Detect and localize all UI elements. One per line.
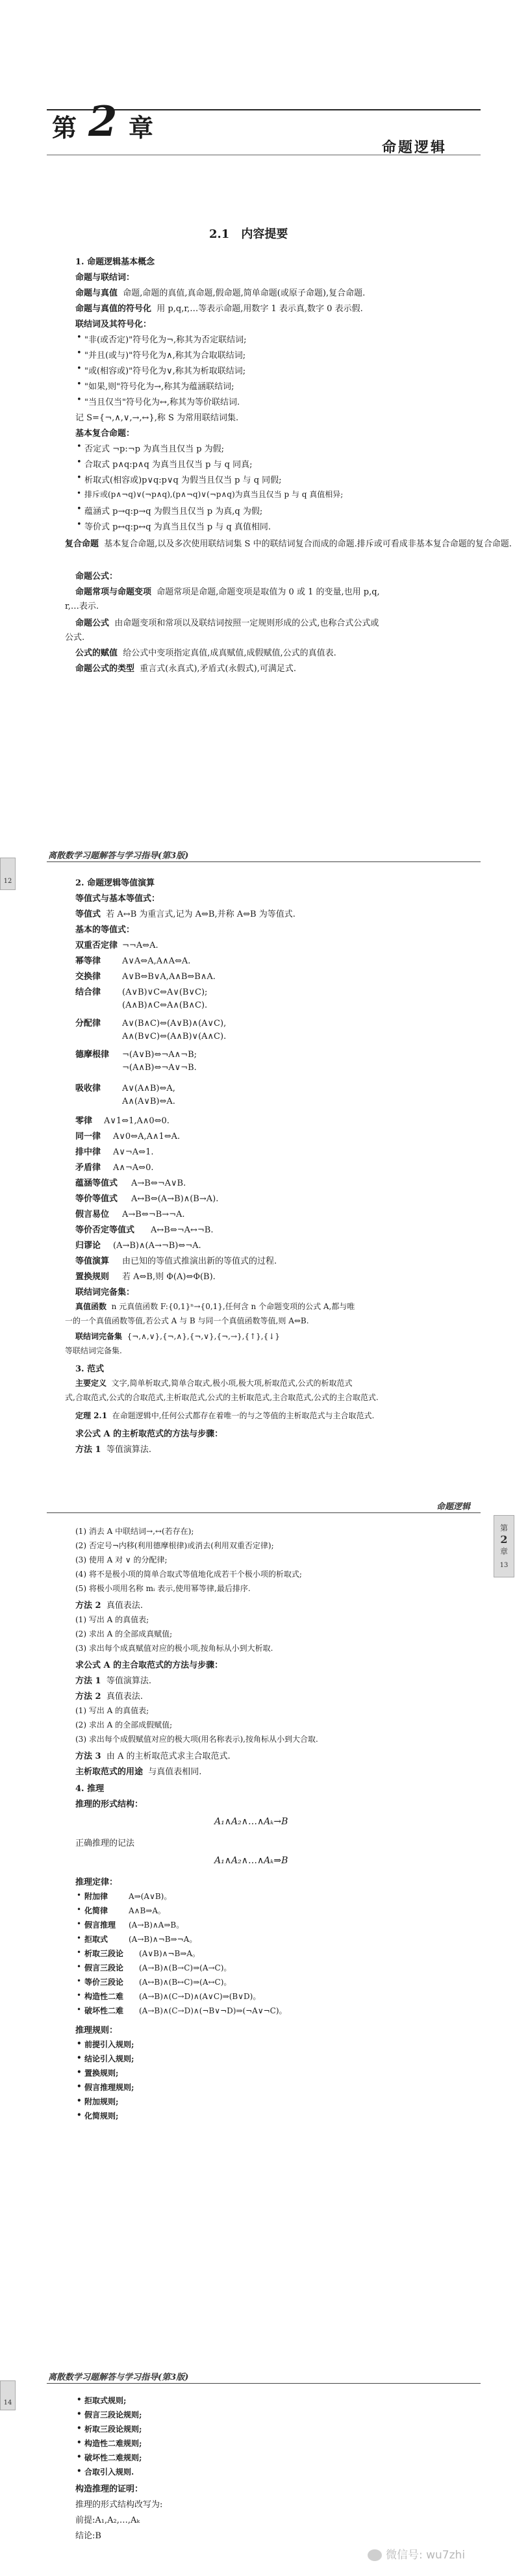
step: (3) 使用 A 对 ∨ 的分配律; — [75, 1555, 168, 1564]
paragraph: 正确推理的记法 — [75, 1839, 135, 1848]
bullet: • 否定式 ¬p:¬p 为真当且仅当 p 为假; — [84, 442, 224, 454]
law-formula: A∧(A∨B)⇔A. — [122, 1097, 175, 1106]
tab-label: 第 — [499, 1524, 508, 1533]
rule-row — [84, 1905, 166, 1916]
law-row — [75, 1176, 186, 1188]
rule-formula: (A→B)∧(C→D)∧(A∨C)⇒(B∨D)。 — [139, 1992, 261, 2001]
law-row — [75, 1207, 184, 1219]
law-row — [75, 954, 190, 966]
bullet: • 析取式(相容或)p∨q:p∨q 为假当且仅当 p 与 q 同假; — [84, 473, 282, 485]
subheading: 联结词完备集： — [75, 1288, 135, 1297]
chapter-label-right: 章 — [129, 113, 154, 142]
method — [75, 1598, 143, 1611]
rule-row — [84, 2005, 287, 2016]
definition — [75, 301, 363, 314]
infer-rule: • 构造性二难规则; — [84, 2438, 142, 2449]
subheading: 联结词及其符号化： — [75, 320, 152, 329]
law-row — [75, 1129, 180, 1141]
step: (4) 将不是极小项的简单合取式等值地化成若干个极小项的析取式; — [75, 1570, 302, 1579]
tab-label: 章 — [499, 1547, 508, 1556]
law-formula: ¬(A∧B)⇔¬A∨¬B. — [122, 1063, 197, 1073]
bullet: • 合取式 p∧q:p∧q 为真当且仅当 p 与 q 同真; — [84, 457, 253, 470]
step: (2) 求出 A 的全部成假赋值; — [75, 1720, 173, 1729]
page-number: 14 — [3, 2399, 12, 2406]
text: 文字,简单析取式,简单合取式,极小项,极大项,析取范式,公式的析取范式 — [111, 1379, 353, 1388]
law-row — [75, 1145, 153, 1157]
page-4 — [0, 2365, 528, 2576]
definition — [75, 616, 379, 628]
law-name: 蕴涵等值式 — [75, 1179, 118, 1188]
term: 主要定义 — [75, 1379, 107, 1388]
page-1 — [0, 0, 528, 643]
continuation: r,…表示. — [65, 602, 99, 611]
subheading: 推理定律： — [75, 1878, 118, 1887]
page-number: 13 — [499, 1562, 509, 1569]
law-name: 等价否定等值式 — [75, 1225, 135, 1235]
bullet: • "或(相容或)"符号化为∨,称其为析取联结词; — [84, 364, 245, 376]
law-formula: A↔B⇔(A→B)∧(B→A). — [131, 1194, 219, 1204]
heading: 1. 命题逻辑基本概念 — [75, 257, 155, 267]
term: 真值函数 — [75, 1302, 107, 1311]
law-formula: (A∧B)∧C⇔A∧(B∧C). — [122, 1001, 208, 1010]
rule-formula: (A∨B)∧¬B⇒A。 — [139, 1949, 201, 1958]
rule-formula: (A→B)∧¬B⇒¬A。 — [129, 1935, 197, 1944]
rule-name: 拒取式 — [84, 1935, 108, 1944]
term: 等值式 — [75, 910, 101, 919]
bullet: • "如果,则"符号化为→,称其为蕴涵联结词; — [84, 379, 234, 392]
step: (1) 写出 A 的真值表; — [75, 1615, 149, 1624]
rule-name: 构造性二难 — [84, 1992, 124, 2001]
text: 基本复合命题,以及多次使用联结词集 S 中的联结词复合而成的命题.排斥或可看成非基本复合命题的复合命题. — [104, 539, 512, 549]
rule-formula: A∧B⇒A。 — [129, 1906, 166, 1915]
heading: 4. 推理 — [75, 1784, 105, 1794]
running-header: 离散数学习题解答与学习指导(第3版) — [48, 851, 189, 861]
rule-row — [84, 1933, 197, 1945]
definition — [75, 1377, 353, 1388]
rule-row — [84, 1991, 260, 2002]
heading: 3. 范式 — [75, 1364, 105, 1374]
subheading: 推理规则： — [75, 2026, 118, 2035]
rule-row — [84, 1891, 171, 1902]
definition — [65, 537, 512, 549]
rule-formula: (A→B)∧A⇒B。 — [129, 1920, 184, 1930]
premise: 前提:A₁,A₂,…,Aₖ — [75, 2516, 140, 2525]
law-formula: A∨(A∧B)⇔A, — [122, 1084, 175, 1093]
text: 等值演算法. — [106, 1445, 151, 1455]
law-formula: A∨¬A⇔1. — [113, 1147, 154, 1157]
page-tab — [0, 2380, 16, 2410]
infer-rule: • 拒取式规则; — [84, 2395, 126, 2406]
term: 公式的赋值 — [75, 648, 118, 658]
running-header: 命题逻辑 — [436, 1502, 471, 1512]
law-row — [75, 1047, 197, 1060]
rule-formula: (A↔B)∧(B↔C)⇒(A↔C)。 — [139, 1978, 232, 1987]
header-rule — [47, 2383, 481, 2384]
text: 在命题逻辑中,任何公式都存在着唯一的与之等值的主析取范式与主合取范式. — [112, 1411, 375, 1420]
bullet: • 等价式 p↔q:p↔q 为真当且仅当 p 与 q 真值相同. — [84, 520, 271, 532]
law-formula: (A→B)∧(A→¬B)⇔¬A. — [113, 1241, 201, 1251]
subheading: 构造推理的证明： — [75, 2484, 144, 2494]
rule-formula: A⇒(A∨B)。 — [129, 1892, 172, 1901]
step: (3) 求出每个成假赋值对应的极大项(用名称表示),按角标从小到大合取. — [75, 1735, 318, 1744]
bullet: • "并且(或与)"符号化为∧,称其为合取联结词; — [84, 348, 245, 361]
text: 由命题变项和常项以及联结词按照一定规则形成的公式,也称合式公式或 — [114, 618, 379, 628]
law-row — [75, 1254, 277, 1266]
term: 定理 2.1 — [75, 1411, 108, 1420]
law-row — [75, 1063, 197, 1073]
law-row — [75, 1192, 218, 1204]
law-row — [75, 1032, 226, 1041]
law-row — [75, 969, 216, 982]
term: 命题常项与命题变项 — [75, 587, 152, 597]
text: 与真值表相同. — [148, 1767, 202, 1777]
method — [75, 1674, 151, 1686]
law-name: 置换规则 — [75, 1272, 110, 1282]
paragraph: 记 S={¬,∧,∨,→,↔},称 S 为常用联结词集. — [75, 413, 239, 423]
bullet: • "当且仅当"符号化为↔,称其为等价联结词. — [84, 395, 240, 407]
term: 方法 2 — [75, 1692, 101, 1702]
method — [75, 1689, 143, 1702]
rule-name: 化简律 — [84, 1906, 108, 1915]
law-row — [75, 985, 207, 997]
term: 方法 1 — [75, 1676, 101, 1686]
running-header: 离散数学习题解答与学习指导(第3版) — [48, 2373, 189, 2382]
rule-row — [84, 1962, 231, 1973]
theorem — [75, 1410, 374, 1421]
bullet: • 蕴涵式 p→q:p→q 为假当且仅当 p 为真,q 为假; — [84, 504, 262, 516]
method — [75, 1442, 151, 1455]
law-name: 同一律 — [75, 1132, 101, 1141]
law-name: 假言易位 — [75, 1210, 110, 1219]
law-name: 分配律 — [75, 1019, 101, 1028]
law-row — [75, 1097, 175, 1106]
rule-name: 假言三段论 — [84, 1963, 124, 1972]
law-name: 交换律 — [75, 972, 101, 982]
law-formula: A∨(B∧C)⇔(A∨B)∧(A∨C), — [122, 1019, 227, 1028]
infer-rule: • 合取引入规则. — [84, 2466, 134, 2477]
chapter-tab — [494, 1515, 514, 1577]
rule-name: 破坏性二难 — [84, 2006, 124, 2015]
rule-formula: (A→B)∧(B→C)⇒(A→C)。 — [139, 1963, 232, 1972]
infer-rule: • 附加规则; — [84, 2096, 118, 2107]
law-name: 归谬论 — [75, 1241, 101, 1251]
subheading: 等值式与基本等值式： — [75, 894, 160, 904]
definition — [75, 1765, 201, 1777]
law-name: 双重否定律 — [75, 941, 118, 950]
method — [75, 1749, 231, 1761]
definition — [75, 286, 365, 298]
law-formula: A↔B⇔¬A↔¬B. — [151, 1225, 214, 1235]
term: 命题与真值的符号化 — [75, 304, 152, 314]
law-row — [75, 938, 158, 950]
term: 方法 1 — [75, 1445, 101, 1455]
section-title: 2.1 内容提要 — [209, 227, 288, 241]
law-name: 幂等律 — [75, 956, 101, 966]
law-formula: A∨B⇔B∨A,A∧B⇔B∧A. — [122, 972, 216, 982]
infer-rule: • 破坏性二难规则; — [84, 2452, 142, 2463]
text: 等值演算法. — [106, 1676, 151, 1686]
bullet: • 排斥或(p∧¬q)∨(¬p∧q),(p∧¬q)∨(¬p∧q)为真当且仅当 p 与 q 真值相异; — [84, 489, 343, 500]
rule-name: 假言推理 — [84, 1920, 116, 1930]
term: 命题公式 — [75, 618, 110, 628]
bullet: • "非(或否定)"符号化为¬,称其为否定联结词; — [84, 333, 247, 345]
page-number: 12 — [3, 878, 12, 885]
header-rule — [47, 1512, 481, 1513]
subheading: 求公式 A 的主析取范式的方法与步骤： — [75, 1429, 223, 1439]
text: 用 p,q,r,…等表示命题,用数字 1 表示真,数字 0 表示假. — [157, 304, 363, 314]
law-name: 等值演算 — [75, 1256, 110, 1266]
definition — [75, 907, 295, 919]
law-name: 矛盾律 — [75, 1163, 101, 1173]
rule-row — [84, 1948, 200, 1959]
law-formula: A∨0⇔A,A∧1⇔A. — [113, 1132, 181, 1141]
continuation: 公式. — [65, 633, 85, 643]
term: 方法 3 — [75, 1752, 101, 1761]
heading: 2. 命题逻辑等值演算 — [75, 878, 155, 888]
rule-name: 析取三段论 — [84, 1949, 124, 1958]
text: {¬,∧,∨},{¬,∧},{¬,∨},{¬,→},{↑},{↓} — [127, 1332, 280, 1341]
law-formula: 若 A⇔B,则 Φ(A)⇔Φ(B). — [122, 1272, 216, 1282]
chapter-title: 命题逻辑 — [382, 140, 447, 156]
term: 复合命题 — [65, 539, 99, 549]
watermark — [368, 2545, 465, 2562]
subheading: 命题公式： — [75, 572, 118, 581]
rule-row — [84, 1976, 231, 1987]
law-row — [75, 1238, 201, 1251]
law-formula: A∧¬A⇔0. — [113, 1163, 154, 1173]
subheading: 命题与联结词： — [75, 273, 135, 283]
continuation: 一的一个真值函数等值,若公式 A 与 B 与同一个真值函数等值,则 A⇔B. — [65, 1316, 309, 1325]
law-formula: A∧(B∨C)⇔(A∧B)∨(A∧C). — [122, 1032, 227, 1041]
step: (2) 否定号¬内移(利用德摩根律)或消去(利用双重否定律); — [75, 1541, 274, 1550]
law-row — [75, 1269, 216, 1282]
law-formula: ¬(A∨B)⇔¬A∧¬B; — [122, 1050, 197, 1060]
subheading: 求公式 A 的主合取范式的方法与步骤： — [75, 1661, 223, 1670]
infer-rule: • 假言三段论规则; — [84, 2409, 142, 2420]
conclusion: 结论:B — [75, 2531, 101, 2541]
law-formula: (A∨B)∨C⇔A∨(B∨C); — [122, 988, 208, 997]
rule-name: 附加律 — [84, 1892, 108, 1901]
law-formula: 由已知的等值式推演出新的等值式的过程. — [122, 1256, 277, 1266]
page-tab — [0, 858, 16, 890]
definition — [75, 1331, 280, 1342]
text: 命题,命题的真值,真命题,假命题,简单命题(或原子命题),复合命题. — [123, 288, 366, 298]
term: 主析取范式的用途 — [75, 1767, 144, 1777]
page-2 — [0, 838, 528, 1488]
law-name: 等价等值式 — [75, 1194, 118, 1204]
rule-formula: (A→B)∧(C→D)∧(¬B∨¬D)⇒(¬A∨¬C)。 — [139, 2006, 287, 2015]
rule-name: 等价三段论 — [84, 1978, 124, 1987]
subheading: 基本复合命题： — [75, 429, 135, 439]
law-name: 结合律 — [75, 988, 101, 997]
infer-rule: • 置换规则; — [84, 2067, 118, 2078]
term: 方法 2 — [75, 1601, 101, 1611]
header-rule — [47, 861, 481, 862]
chapter-number: 2 — [88, 97, 118, 146]
wechat-icon — [368, 2549, 382, 2561]
text: n 元真值函数 F:{0,1}ⁿ→{0,1},任何含 n 个命题变项的公式 A,都与唯 — [111, 1302, 355, 1311]
definition — [75, 1301, 355, 1312]
law-name: 零律 — [75, 1116, 93, 1126]
infer-rule: • 前提引入规则; — [84, 2039, 134, 2050]
subheading: 推理的形式结构： — [75, 1800, 144, 1809]
definition — [75, 661, 296, 674]
law-name: 吸收律 — [75, 1084, 101, 1093]
law-row — [75, 1016, 226, 1028]
law-name: 德摩根律 — [75, 1050, 110, 1060]
law-row — [75, 1160, 153, 1173]
definition — [75, 646, 336, 658]
continuation: 等联结词完备集. — [65, 1346, 122, 1355]
text: 若 A↔B 为重言式,记为 A⇔B,并称 A⇔B 为等值式. — [106, 910, 295, 919]
display-formula: A₁∧A₂∧…∧Aₖ⇒B — [214, 1855, 288, 1866]
term: 联结词完备集 — [75, 1332, 123, 1341]
law-formula: A∨1⇔1,A∧0⇔0. — [104, 1116, 170, 1126]
law-row — [75, 1001, 207, 1010]
step: (3) 求出每个成真赋值对应的极小项,按角标从小到大析取. — [75, 1644, 273, 1653]
step: (1) 写出 A 的真值表; — [75, 1706, 149, 1715]
law-row — [75, 1114, 170, 1126]
infer-rule: • 析取三段论规则; — [84, 2423, 142, 2434]
text: 真值表法. — [106, 1601, 143, 1611]
text: 由 A 的主析取范式求主合取范式. — [106, 1752, 231, 1761]
infer-rule: • 假言推理规则; — [84, 2082, 134, 2093]
text: 命题常项是命题,命题变项是取值为 0 或 1 的变量,也用 p,q, — [157, 587, 380, 597]
text: 真值表法. — [106, 1692, 143, 1702]
page-3 — [0, 1492, 528, 2141]
law-formula: A∨A⇔A,A∧A⇔A. — [122, 956, 191, 966]
chapter-label-left: 第 — [52, 113, 77, 142]
continuation: 式,合取范式,公式的合取范式,主析取范式,公式的主析取范式,主合取范式,公式的主合取范式. — [65, 1393, 379, 1402]
infer-rule: • 结论引入规则; — [84, 2053, 134, 2064]
text: 重言式(永真式),矛盾式(永假式),可满足式. — [140, 664, 296, 674]
display-formula: A₁∧A₂∧…∧Aₖ→B — [214, 1817, 288, 1827]
subheading: 基本的等值式： — [75, 925, 135, 935]
definition — [75, 585, 380, 597]
step: (1) 消去 A 中联结词→,↔(若存在); — [75, 1527, 194, 1536]
infer-rule: • 化简规则; — [84, 2110, 118, 2121]
text: 给公式中变项指定真值,成真赋值,成假赋值,公式的真值表. — [123, 648, 336, 658]
law-name: 排中律 — [75, 1147, 101, 1157]
law-row — [75, 1081, 175, 1093]
rule-row — [84, 1919, 184, 1930]
step: (2) 求出 A 的全部成真赋值; — [75, 1629, 173, 1639]
law-formula: ¬¬A⇔A. — [122, 941, 158, 950]
step: (5) 将极小项用名称 mᵢ 表示,使用幂等律,最后排序. — [75, 1584, 251, 1593]
term: 命题公式的类型 — [75, 664, 135, 674]
law-row — [75, 1223, 213, 1235]
watermark-text: 微信号: wu7zhi — [386, 2549, 466, 2562]
law-formula: A→B⇔¬A∨B. — [131, 1179, 186, 1188]
term: 命题与真值 — [75, 288, 118, 298]
tab-number: 2 — [500, 1533, 508, 1546]
law-formula: A→B⇔¬B→¬A. — [122, 1210, 185, 1219]
paragraph: 推理的形式结构改写为: — [75, 2500, 163, 2510]
